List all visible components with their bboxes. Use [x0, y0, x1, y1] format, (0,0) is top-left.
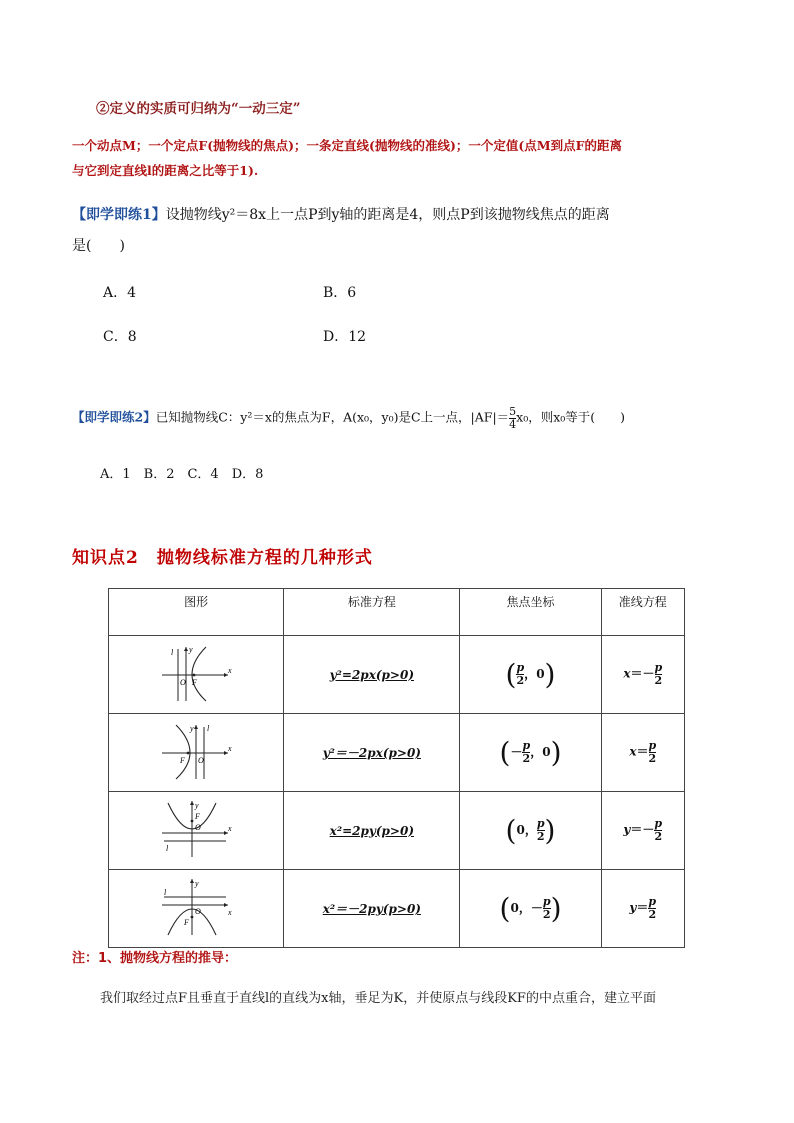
svg-text:y: y [190, 724, 194, 733]
svg-text:x: x [228, 666, 232, 675]
focus-cell: (－ $\frac{p}{2}$ ，0) [460, 714, 601, 792]
focus-cell: (0， $\frac{p}{2}$ ) [460, 792, 601, 870]
exercise2-options: A．1 B．2 C．4 D．8 [100, 467, 264, 482]
exercise2-tag: 【即学即练2】 [72, 409, 156, 425]
focus-cell: ( $\frac{p}{2}$ ，0) [460, 636, 601, 714]
svg-text:y: y [189, 645, 193, 654]
exercise1-text-1: 设抛物线y²＝8x上一点P到y轴的距离是4，则点P到该抛物线焦点的距离 [165, 207, 610, 223]
parabola-graph-down [156, 877, 236, 937]
svg-text:l: l [207, 724, 210, 733]
exercise1-option-b[interactable]: B．6 [323, 285, 357, 301]
exercise1-option-a[interactable]: A．4 [103, 285, 137, 301]
svg-text:y: y [195, 879, 199, 888]
figure-right-opening [109, 636, 284, 714]
exercise2-text-before: 已知抛物线C：y²＝x的焦点为F，A(x₀，y₀)是C上一点，|AF|＝ [155, 409, 510, 425]
svg-text:l: l [171, 648, 174, 657]
svg-text:x: x [228, 744, 232, 753]
svg-text:F: F [180, 756, 185, 765]
header-directrix: 准线方程 [601, 589, 684, 636]
svg-text:O: O [198, 756, 204, 765]
directrix-cell: y＝－ $\frac{p}{2}$ [601, 792, 684, 870]
focus-cell: (0，－ $\frac{p}{2}$ ) [460, 870, 601, 948]
parabola-graph-right [156, 643, 236, 703]
svg-text:x: x [228, 824, 232, 833]
svg-text:y: y [195, 801, 199, 810]
definition-line-2: 与它到定直线l的距离之比等于1). [72, 163, 259, 178]
svg-text:O: O [180, 678, 186, 687]
svg-text:F: F [184, 918, 189, 927]
svg-text:l: l [164, 888, 167, 897]
exercise1-line-1 [72, 204, 726, 224]
exercise1-tag: 【即学即练1】 [72, 207, 166, 223]
figure-up-opening [109, 792, 284, 870]
equation-cell: y²=2px(p>0) [284, 636, 460, 714]
svg-text:F: F [192, 678, 197, 687]
directrix-cell: x＝ $\frac{p}{2}$ [601, 714, 684, 792]
header-figure: 图形 [109, 589, 284, 636]
equation-cell: x²＝－2py(p>0) [284, 870, 460, 948]
svg-text:l: l [166, 844, 169, 853]
section-heading: 知识点2 抛物线标准方程的几种形式 [72, 548, 373, 568]
parabola-graph-left [156, 721, 236, 781]
table-row [109, 792, 685, 870]
exercise2-text-after: x₀，则x₀等于( ) [516, 409, 626, 425]
equation-cell: y²＝－2px(p>0) [284, 714, 460, 792]
header-focus: 焦点坐标 [460, 589, 601, 636]
exercise2-fraction: $\frac{5}{4}$ [509, 405, 517, 431]
directrix-cell: x＝－ $\frac{p}{2}$ [601, 636, 684, 714]
svg-text:O: O [195, 823, 201, 832]
equation-cell: x²=2py(p>0) [284, 792, 460, 870]
directrix-cell: y＝ $\frac{p}{2}$ [601, 870, 684, 948]
note-title: 注：1、抛物线方程的推导： [72, 951, 238, 966]
figure-down-opening [109, 870, 284, 948]
header-equation: 标准方程 [284, 589, 460, 636]
parabola-forms-table [108, 588, 685, 948]
svg-text:x: x [228, 908, 232, 917]
exercise2-line [72, 406, 726, 430]
exercise1-option-c[interactable]: C．8 [103, 329, 137, 345]
table-header-row [109, 589, 685, 636]
exercise1-option-d[interactable]: D．12 [323, 329, 367, 345]
table-row [109, 714, 685, 792]
definition-line-1: 一个动点M；一个定点F(抛物线的焦点)；一条定直线(抛物线的准线)；一个定值(点M到点F的距离 [72, 138, 622, 153]
table-row [109, 636, 685, 714]
svg-text:F: F [195, 812, 200, 821]
svg-text:O: O [195, 907, 201, 916]
definition-title: ②定义的实质可归纳为“一动三定” [96, 101, 301, 117]
exercise1-line-2: 是( ) [72, 238, 125, 254]
table-row [109, 870, 685, 948]
figure-left-opening [109, 714, 284, 792]
parabola-graph-up [156, 799, 236, 859]
note-body: 我们取经过点F且垂直于直线l的直线为x轴，垂足为K，并使原点与线段KF的中点重合，建立平面 [100, 991, 656, 1006]
